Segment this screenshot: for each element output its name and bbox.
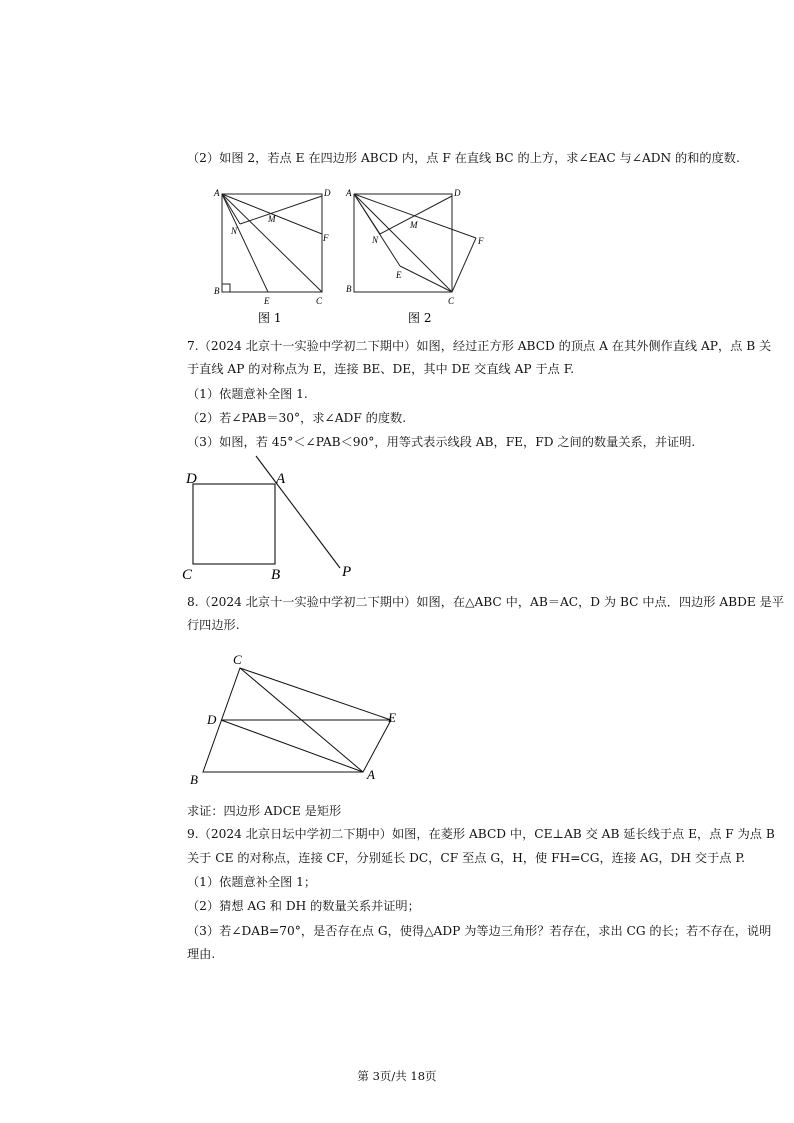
fig2-segment-AC	[354, 194, 452, 292]
fig2-label-B: B	[346, 284, 352, 294]
q6-part2-text: （2）如图 2，若点 E 在四边形 ABCD 内，点 F 在直线 BC 的上方，求∠EAC 与∠ADN 的和的度数.	[187, 151, 740, 165]
fig1-label-N: N	[231, 226, 238, 236]
fig1-label-B: B	[214, 286, 220, 296]
fig1-label-C: C	[316, 296, 323, 306]
q8-prove: 求证：四边形 ADCE 是矩形	[187, 804, 342, 818]
q7-line-AP	[256, 456, 340, 568]
q7-figure	[180, 452, 370, 584]
fig1-caption: 图 1	[258, 311, 282, 325]
fig2-label-N: N	[372, 235, 379, 245]
q8-label-E: E	[388, 710, 396, 725]
fig2-label-A: A	[346, 188, 352, 198]
fig2-label-M: M	[410, 220, 418, 230]
q9-line2: 关于 CE 的对称点，连接 CF，分别延长 DC，CF 至点 G，H，使 FH=CG，连接 AG，DH 交于点 P.	[187, 851, 745, 865]
fig2-label-D: D	[454, 188, 461, 198]
fig1-label-E: E	[264, 296, 270, 306]
q8-line2: 行四边形.	[187, 618, 240, 632]
fig1-segment-AC	[222, 194, 322, 292]
q9-part2: （2）猜想 AG 和 DH 的数量关系并证明；	[187, 899, 420, 913]
fig1-segment-NM	[240, 196, 322, 224]
q8-label-C: C	[233, 652, 242, 667]
q8-line1: 8.（2024 北京十一实验中学初二下期中）如图，在△ABC 中，AB＝AC，D 为 BC 中点．四边形 ABDE 是平	[187, 595, 785, 609]
q7-line1: 7.（2024 北京十一实验中学初二下期中）如图，经过正方形 ABCD 的顶点 A 在其外侧作直线 AP，点 B 关	[187, 339, 772, 353]
q8-figure	[185, 648, 415, 790]
q7-label-A: A	[276, 471, 286, 487]
page-footer: 第 3页/共 18页	[357, 1069, 437, 1083]
q7-label-D: D	[186, 471, 197, 487]
q6-figure-2	[342, 186, 492, 326]
fig2-label-E: E	[396, 270, 402, 280]
fig1-label-D: D	[324, 188, 331, 198]
fig2-label-C: C	[448, 296, 455, 306]
q9-line1: 9.（2024 北京日坛中学初二下期中）如图，在菱形 ABCD 中，CE⊥AB 交 AB 延长线于点 E，点 F 为点 B	[187, 827, 775, 841]
q7-part3: （3）如图，若 45°＜∠PAB＜90°，用等式表示线段 AB，FE，FD 之间的数量关系，并证明.	[187, 435, 696, 449]
q7-part2: （2）若∠PAB＝30°，求∠ADF 的度数.	[187, 411, 407, 425]
fig2-segment-EC	[400, 266, 452, 292]
q7-part1: （1）依题意补全图 1.	[187, 387, 308, 401]
q6-figure-1	[210, 186, 340, 326]
q7-label-C: C	[182, 567, 193, 583]
q7-square-ABCD	[193, 484, 275, 564]
fig2-segment-FC	[452, 238, 476, 292]
q7-line2: 于直线 AP 的对称点为 E，连接 BE、DE，其中 DE 交直线 AP 于点 F.	[187, 362, 575, 376]
fig1-label-A: A	[214, 188, 220, 198]
q9-part3b: 理由.	[187, 947, 216, 961]
q8-label-D: D	[207, 712, 217, 727]
q9-part1: （1）依题意补全图 1；	[187, 875, 317, 889]
q8-label-A: A	[367, 767, 375, 782]
q8-segment-DA	[221, 720, 363, 772]
fig2-caption: 图 2	[408, 311, 432, 325]
q8-label-B: B	[190, 772, 198, 787]
fig2-label-F: F	[478, 236, 484, 246]
fig1-right-angle-mark	[222, 284, 230, 292]
fig1-label-M: M	[268, 214, 276, 224]
q7-label-P: P	[342, 564, 352, 580]
fig1-label-F: F	[323, 233, 329, 243]
q7-label-B: B	[271, 567, 281, 583]
q9-part3a: （3）若∠DAB=70°，是否存在点 G，使得△ADP 为等边三角形？若存在，求出 CG 的长；若不存在，说明	[187, 924, 772, 938]
fig1-segment-AE	[222, 194, 268, 292]
fig2-segment-AN	[354, 194, 380, 234]
